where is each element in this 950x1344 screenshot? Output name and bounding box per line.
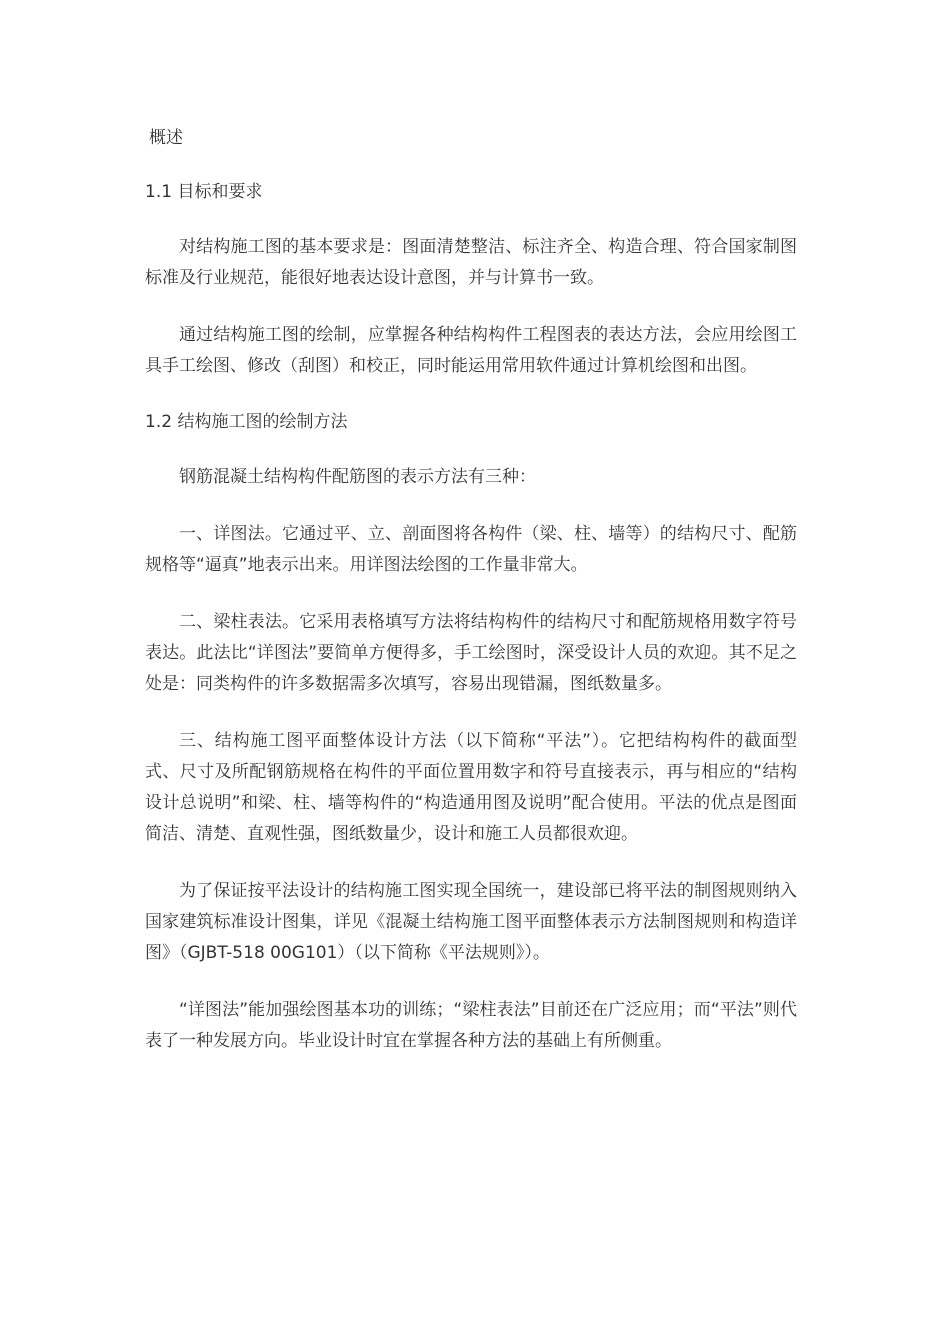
paragraph: 三、结构施工图平面整体设计方法（以下简称“平法”）。它把结构构件的截面型式、尺寸及所配钢筋规格在构件的平面位置用数字和符号直接表示，再与相应的“结构设计总说明”和梁、柱、墙等构件的“构造通用图及说明”配合使用。平法的优点是图面简洁、清楚、直观性强，图纸数量少，设计和施工人员都很欢迎。 [145, 731, 797, 844]
paragraph: “详图法”能加强绘图基本功的训练；“梁柱表法”目前还在广泛应用；而“平法”则代表了一种发展方向。毕业设计时宜在掌握各种方法的基础上有所侧重。 [145, 1000, 797, 1051]
section-heading-1-2: 1.2 结构施工图的绘制方法 [145, 412, 348, 432]
section-heading-1-1: 1.1 目标和要求 [145, 182, 263, 202]
paragraph: 为了保证按平法设计的结构施工图实现全国统一，建设部已将平法的制图规则纳入国家建筑标准设计图集，详见《混凝土结构施工图平面整体表示方法制图规则和构造详图》（GJBT-518 00G101）（以下简称《平法规则》）。 [145, 881, 797, 963]
document-body [145, 124, 797, 1083]
document-title: 概述 [149, 128, 183, 148]
paragraph: 通过结构施工图的绘制，应掌握各种结构构件工程图表的表达方法，会应用绘图工具手工绘图、修改（刮图）和校正，同时能运用常用软件通过计算机绘图和出图。 [145, 325, 797, 376]
paragraph: 二、梁柱表法。它采用表格填写方法将结构构件的结构尺寸和配筋规格用数字符号表达。此法比“详图法”要简单方便得多，手工绘图时，深受设计人员的欢迎。其不足之处是：同类构件的许多数据需多次填写，容易出现错漏，图纸数量多。 [145, 612, 797, 694]
paragraph: 对结构施工图的基本要求是：图面清楚整洁、标注齐全、构造合理、符合国家制图标准及行业规范，能很好地表达设计意图，并与计算书一致。 [145, 237, 797, 288]
paragraph: 钢筋混凝土结构构件配筋图的表示方法有三种： [179, 467, 536, 487]
paragraph: 一、详图法。它通过平、立、剖面图将各构件（梁、柱、墙等）的结构尺寸、配筋规格等“逼真”地表示出来。用详图法绘图的工作量非常大。 [145, 524, 797, 575]
